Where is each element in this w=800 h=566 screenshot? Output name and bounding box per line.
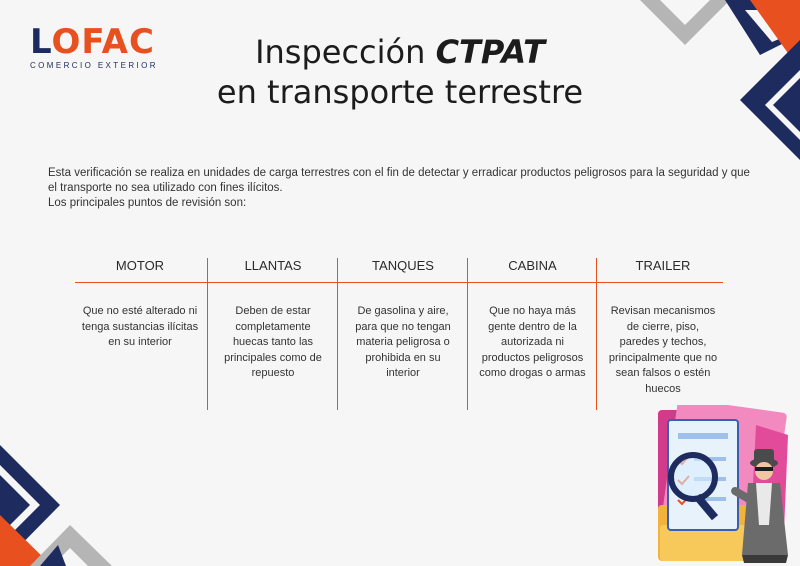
intro-lead: Los principales puntos de revisión son:: [48, 197, 247, 209]
column-tanques: [340, 258, 466, 382]
column-text: Que no haya más gente dentro de la autorizada ni productos peligrosos como drogas o armas: [479, 305, 586, 379]
column-llantas: [210, 258, 336, 382]
column-text: Deben de estar completamente huecas tanto las principales como de repuesto: [224, 305, 322, 379]
intro-paragraph: Esta verificación se realiza en unidades de carga terrestres con el fin de detectar y erradicar productos peligrosos para la seguridad y que el transporte no sea utilizado con fines ilícitos.: [48, 167, 750, 194]
corner-decoration-bottom-left: [0, 445, 120, 566]
column-divider: [337, 258, 338, 410]
column-text: Que no esté alterado ni tenga sustancias ilícitas en su interior: [81, 305, 199, 348]
column-heading: TRAILER: [635, 258, 691, 273]
column-divider: [207, 258, 208, 410]
column-heading: MOTOR: [115, 258, 165, 273]
column-cabina: [470, 258, 595, 382]
inspector-magnifying-glass-illustration: [638, 405, 800, 566]
title-prefix: Inspección: [255, 33, 426, 71]
column-heading: CABINA: [508, 258, 557, 273]
column-divider: [596, 258, 597, 410]
column-heading: LLANTAS: [244, 258, 302, 273]
page-title: [0, 32, 800, 112]
column-text: De gasolina y aire, para que no tengan materia peligrosa o prohibida en su interior: [355, 305, 451, 379]
column-trailer: [598, 258, 728, 397]
logo-letter-o: O: [51, 22, 82, 62]
logo-letter-l: L: [30, 22, 52, 62]
intro-text: [48, 166, 760, 211]
title-line-2: en transporte terrestre: [216, 73, 584, 111]
column-heading: TANQUES: [372, 258, 434, 273]
title-brand: CTPAT: [435, 33, 545, 71]
column-text: Revisan mecanismos de cierre, piso, paredes y techos, principalmente que no sean falsos o estén huecos: [608, 305, 718, 395]
logo-tagline: COMERCIO EXTERIOR: [30, 61, 158, 70]
column-motor: [75, 258, 205, 351]
column-divider: [467, 258, 468, 410]
logo-letters-fac: FAC: [81, 22, 155, 62]
